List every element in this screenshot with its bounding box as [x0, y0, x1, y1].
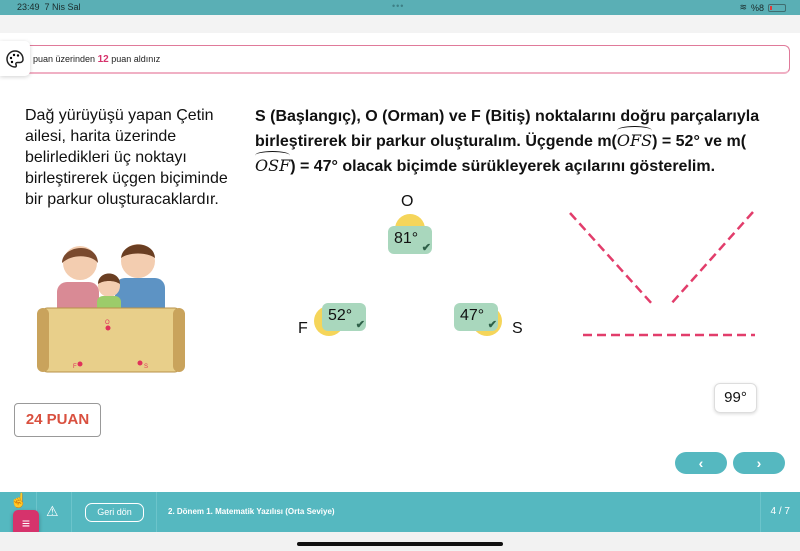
map-label-s: S	[144, 364, 149, 370]
battery-icon	[768, 4, 786, 12]
angle-o[interactable]: 81° ✔	[388, 214, 438, 248]
back-button[interactable]: Geri dön	[85, 503, 144, 522]
check-icon: ✔	[355, 319, 365, 331]
point-label-o: O	[401, 193, 414, 210]
bottom-bar	[0, 492, 800, 532]
home-indicator[interactable]	[297, 542, 503, 546]
page-indicator: 4 / 7	[770, 506, 790, 517]
drop-target-lines	[560, 200, 770, 350]
check-icon: ✔	[421, 242, 431, 254]
battery-text: %8	[750, 2, 764, 13]
multitask-dots[interactable]: •••	[392, 1, 405, 11]
status-time: 23:49 7 Nis Sal	[17, 2, 81, 12]
angle-f[interactable]: 52° ✔	[314, 302, 364, 336]
point-label-f: F	[298, 320, 308, 337]
score-banner: puan üzerinden 12 puan aldınız	[14, 45, 790, 74]
points-badge: 24 PUAN	[14, 403, 101, 437]
question-text: S (Başlangıç), O (Orman) ve F (Bitiş) noktalarını doğru parçalarıyla birleştirerek bir parkur oluşturalım. Üçgende m(OFS) = 52° ve m(OSF) = 47° olacak biçimde sürükleyerek açılarını gösterelim.	[255, 105, 775, 179]
wifi-icon: ≋	[739, 2, 747, 12]
map-label-f: F	[73, 364, 77, 370]
prev-button[interactable]: ‹	[675, 452, 727, 474]
check-icon: ✔	[487, 319, 497, 331]
point-label-s: S	[512, 320, 523, 337]
next-button[interactable]: ›	[733, 452, 785, 474]
map-label-o: O	[105, 320, 110, 326]
palette-icon[interactable]	[0, 41, 30, 76]
menu-button[interactable]: ≡	[13, 510, 39, 536]
angle-s[interactable]: 47° ✔	[454, 302, 504, 336]
problem-description: Dağ yürüyüşü yapan Çetin ailesi, harita üzerinde belirledikleri üç noktayı birleştirerek üçgen biçiminde bir parkur oluşturacaklardır.	[25, 107, 228, 208]
draggable-angle-option[interactable]: 99°	[714, 383, 757, 413]
hand-icon[interactable]: ☝	[10, 492, 28, 508]
warning-icon[interactable]: ⚠	[46, 503, 59, 519]
exam-title: 2. Dönem 1. Matematik Yazılısı (Orta Seviye)	[168, 507, 335, 516]
background-pattern	[0, 15, 800, 33]
family-map-illustration	[35, 238, 187, 378]
status-bar	[0, 0, 800, 15]
